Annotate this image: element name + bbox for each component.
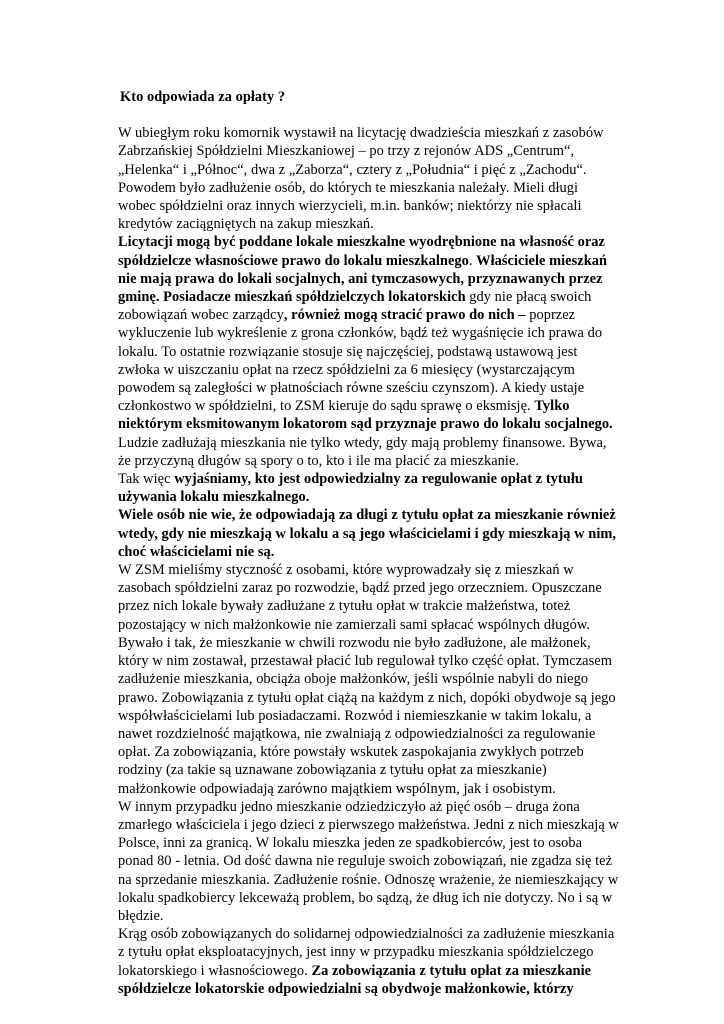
text-line	[118, 142, 614, 160]
text-line	[118, 652, 614, 670]
text-run: zobowiązań wobec zarządcy	[118, 307, 284, 324]
text-line	[118, 525, 617, 543]
text-run: Krąg osób zobowiązanych do solidarnej odpowiedzialności za zadłużenie mieszkania	[118, 926, 615, 943]
text-run: błędzie.	[118, 907, 164, 924]
text-line	[118, 506, 614, 524]
text-run: lokalu spadkobiercy lekceważą problem, bo sądzą, że dług ich nie dotyczy. No i są w	[118, 889, 613, 906]
text-line	[118, 324, 614, 342]
bold-text: Licytacji mogą być poddane lokale mieszkalne wyodrębnione na własność oraz	[118, 234, 605, 251]
text-run: lokatorskiego i własnościowego.	[118, 962, 312, 979]
text-line	[118, 233, 614, 251]
text-run: Ludzie zadłużają mieszkania nie tylko wtedy, gdy mają problemy finansowe. Bywa,	[118, 434, 607, 451]
text-line	[118, 561, 614, 579]
text-run: poprzez	[525, 307, 576, 324]
text-line	[118, 925, 614, 943]
text-run: na sprzedanie mieszkania. Zadłużenie rośnie. Odnoszę wrażenie, że niemieszkający w	[118, 871, 619, 888]
bold-text: , również mogą stracić prawo do nich –	[283, 307, 526, 324]
bold-text: Tylko	[534, 398, 570, 415]
text-run: gdy nie płacą swoich	[465, 289, 592, 306]
text-run: wykluczenie lub wykreślenie z grona członków, bądź też wygaśnięcie ich prawa do	[118, 325, 603, 342]
text-line	[118, 616, 614, 634]
text-run: wobec spółdzielni oraz innych wierzycieli, m.in. banków; niektórzy nie spłacali	[118, 198, 582, 215]
text-line	[118, 252, 614, 270]
text-line	[118, 397, 614, 415]
text-run: powodem są zaległości w płatnościach równe sześciu czynszom). A kiedy ustaje	[118, 380, 585, 397]
text-line	[118, 962, 614, 980]
text-run: nawet rozdzielność majątkowa, nie zwalniają z odpowiedzialności za regulowanie	[118, 725, 596, 742]
text-run: kredytów zaciągniętych na zakup mieszkań.	[118, 216, 374, 233]
text-run: opłat. Za zobowiązania, które powstały wskutek zaspokajania zwykłych potrzeb	[118, 744, 584, 761]
text-run: współwłaścicielami lub posiadaczami. Rozwód i niemieszkanie w takim lokalu, a	[118, 707, 592, 724]
text-run: zasobach spółdzielni zaraz po rozwodzie, bądź przed jego orzeczniem. Opuszczane	[118, 580, 602, 597]
text-line	[118, 597, 614, 615]
text-line	[118, 270, 614, 288]
text-run: W innym przypadku jedno mieszkanie odziedziczyło aż pięć osób – druga żona	[118, 798, 580, 815]
text-run: .	[468, 252, 477, 269]
text-run: małżonkowie odpowiadają zarówno majątkiem wspólnym, jak i osobistym.	[118, 780, 556, 797]
bold-text: gminę. Posiadacze mieszkań spółdzielczych lokatorskich	[118, 289, 466, 306]
text-line	[118, 634, 614, 652]
text-line	[118, 780, 614, 798]
text-line	[118, 980, 614, 998]
text-line	[118, 816, 619, 834]
text-line	[118, 689, 614, 707]
text-line	[118, 161, 614, 179]
bold-text: używania lokalu mieszkalnego.	[118, 489, 310, 506]
text-line	[118, 306, 614, 324]
text-line	[118, 871, 619, 889]
text-line	[118, 798, 614, 816]
text-line	[118, 543, 614, 561]
text-line	[118, 707, 614, 725]
bold-text: wtedy, gdy nie mieszkają w lokalu a są jego właścicielami i gdy mieszkają w nim,	[118, 525, 617, 542]
text-line	[118, 488, 614, 506]
text-run: Polsce, inni za granicą. W lokalu mieszka jeden ze spadkobierców, jest to osoba	[118, 835, 583, 852]
text-run: pozostający w nich małżonkowie nie zamierzali sami spłacać wspólnych długów.	[118, 616, 591, 633]
bold-text: Właściciele mieszkań	[476, 252, 608, 269]
text-line	[118, 907, 614, 925]
text-line	[118, 452, 614, 470]
text-run: ponad 80 - letnia. Od dość dawna nie reguluje swoich zobowiązań, nie zgadza się też	[118, 853, 613, 870]
bold-text: spółdzielcze własnościowe prawo do lokalu mieszkalnego	[118, 252, 469, 269]
text-run: Bywało i tak, że mieszkanie w chwili rozwodu nie było zadłużone, ale małżonek,	[118, 634, 591, 651]
text-line	[118, 470, 614, 488]
bold-text: choć właścicielami nie są.	[118, 543, 275, 560]
text-run: Tak więc	[118, 471, 175, 488]
text-line	[118, 761, 614, 779]
text-run: przez nich lokale bywały zadłużane z tytułu opłat w trakcie małżeństwa, toteż	[118, 598, 571, 615]
text-run: Zabrzańskiej Spółdzielni Mieszkaniowej – po trzy z rejonów ADS „Centrum“,	[118, 143, 575, 160]
document-body	[118, 124, 619, 998]
text-run: członkostwo w spółdzielni, to ZSM kieruje do sądu sprawę o eksmisję.	[118, 398, 535, 415]
text-line	[118, 343, 614, 361]
bold-text: nie mają prawa do lokali socjalnych, ani tymczasowych, przyznawanych przez	[118, 270, 603, 287]
text-run: zadłużenie mieszkania, obciąża oboje małżonków, jeśli wspólnie nabyli do niego	[118, 671, 589, 688]
text-run: Powodem było zadłużenie osób, do których te mieszkania należały. Mieli długi	[118, 179, 579, 196]
text-line	[118, 415, 614, 433]
bold-text: wyjaśniamy, kto jest odpowiedzialny za regulowanie opłat z tytułu	[174, 471, 583, 488]
text-line	[118, 943, 614, 961]
text-line	[118, 670, 614, 688]
text-line	[118, 215, 614, 233]
text-run: „Helenka“ i „Północ“, dwa z „Zaborza“, cztery z „Południa“ i pięć z „Zachodu“.	[118, 161, 587, 178]
text-run: W ZSM mieliśmy styczność z osobami, które wyprowadzały się z mieszkań w	[118, 562, 574, 579]
text-run: rodziny (za takie są uznawane zobowiązania z tytułu opłat za mieszkanie)	[118, 762, 547, 779]
text-line	[118, 834, 614, 852]
text-run: który w nim zostawał, przestawał płacić lub regulował tylko część opłat. Tymczasem	[118, 653, 612, 670]
bold-text: Wiele osób nie wie, że odpowiadają za długi z tytułu opłat za mieszkanie również	[118, 507, 616, 524]
text-line	[118, 579, 614, 597]
text-line	[118, 124, 614, 142]
text-line	[118, 852, 614, 870]
text-run: zmarłego właściciela i jego dzieci z pierwszego małżeństwa. Jedni z nich mieszkają w	[118, 816, 619, 833]
text-run: że przyczyną długów są spory o to, kto i ile ma płacić za mieszkanie.	[118, 452, 520, 469]
text-run: lokalu. To ostatnie rozwiązanie stosuje się najczęściej, podstawą ustawową jest	[118, 343, 578, 360]
text-line	[118, 197, 614, 215]
text-line	[118, 288, 614, 306]
bold-text: niektórym eksmitowanym lokatorom sąd przyznaje prawo do lokalu socjalnego.	[118, 416, 613, 433]
text-line	[118, 434, 614, 452]
text-run: W ubiegłym roku komornik wystawił na licytację dwadzieścia mieszkań z zasobów	[118, 125, 604, 142]
bold-text: Za zobowiązania z tytułu opłat za mieszkanie	[311, 962, 592, 979]
text-line	[118, 379, 614, 397]
document-page	[118, 88, 619, 998]
text-line	[118, 743, 614, 761]
bold-text: spółdzielcze lokatorskie odpowiedzialni są obydwoje małżonkowie, którzy	[118, 980, 574, 997]
text-run: prawo. Zobowiązania z tytułu opłat ciążą na każdym z nich, dopóki obydwoje są jego	[118, 689, 616, 706]
text-run: z tytułu opłat eksploatacyjnych, jest inny w przypadku mieszkania spółdzielczego	[118, 944, 594, 961]
text-run: zwłoka w uiszczaniu opłat na rzecz spółdzielni za 6 miesięcy (wystarczającym	[118, 361, 575, 378]
text-line	[118, 889, 614, 907]
text-line	[118, 725, 614, 743]
text-line	[118, 361, 614, 379]
document-title: Kto odpowiada za opłaty ?	[120, 89, 286, 105]
text-line	[118, 179, 614, 197]
